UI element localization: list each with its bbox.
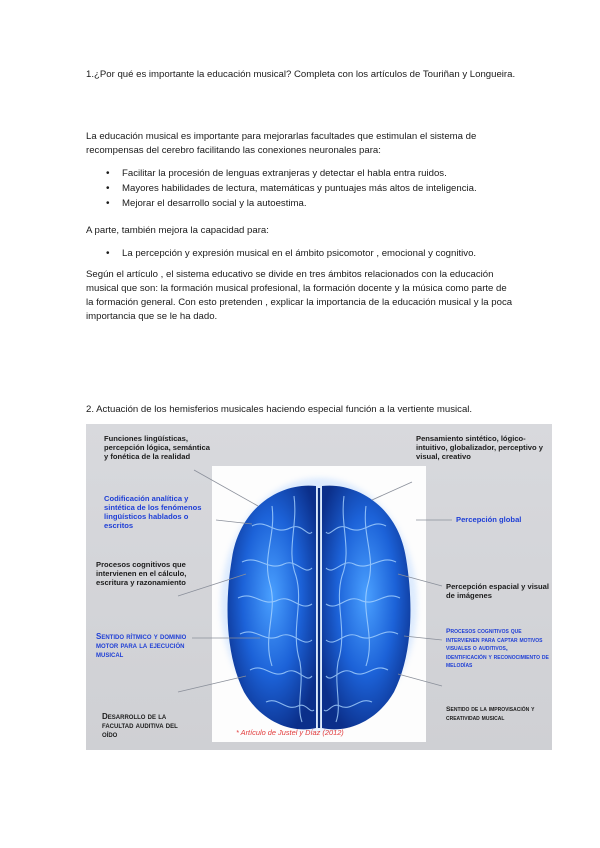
label-auditory-faculty: Desarrollo de la facultad auditiva del oído bbox=[102, 712, 178, 739]
intro-paragraph: La educación musical es importante para mejorarlas facultades que estimulan el sistema de recompensas del cerebro facilitando las conexiones neuronales para: bbox=[86, 131, 477, 156]
benefits-list bbox=[86, 166, 526, 211]
label-improvisation: Sentido de la improvisación y creatividad musical bbox=[446, 706, 535, 722]
also-paragraph: A parte, también mejora la capacidad para: bbox=[86, 225, 269, 236]
label-visual-auditive-processes: Procesos cognitivos que intervienen para captar motivos visuales o auditivos, identificación y reconocimiento de melodías bbox=[446, 628, 549, 669]
figure-caption: * Artículo de Justel y Díaz (2012) bbox=[236, 728, 344, 737]
article-paragraph: Según el artículo , el sistema educativo se divide en tres ámbitos relacionados con la educación musical que son: la formación musical profesional, la formación docente y la música como parte de la formación general. Con esto pretenden , explicar la importancia de la educación musical y la poca importancia que se le ha dado. bbox=[86, 269, 513, 322]
label-spatial-perception: Percepción espacial y visual de imágenes bbox=[446, 582, 549, 600]
label-rhythmic-sense: Sentido rítmico y dominio motor para la ejecución musical bbox=[96, 632, 187, 659]
label-cognitive-processes: Procesos cognitivos que intervienen en el cálculo, escritura y razonamiento bbox=[96, 560, 187, 587]
label-linguistic-functions: Funciones lingüísticas, percepción lógica, semántica y fonética de la realidad bbox=[104, 434, 210, 461]
list-item: • La percepción y expresión musical en el ámbito psicomotor , emocional y cognitivo. bbox=[86, 246, 526, 261]
question-1: 1.¿Por qué es importante la educación musical? Completa con los artículos de Touriñan y Longueira. bbox=[86, 69, 516, 80]
label-analytic-coding: Codificación analítica y sintética de los fenómenos lingüísticos hablados o escritos bbox=[104, 494, 202, 530]
label-synthetic-thinking: Pensamiento sintético, lógico-intuitivo, globalizador, perceptivo y visual, creativo bbox=[416, 434, 544, 461]
list-item: • Facilitar la procesión de lenguas extranjeras y detectar el habla entra ruidos. bbox=[86, 166, 526, 181]
list-item: • Mayores habilidades de lectura, matemáticas y puntuajes más altos de inteligencia. bbox=[86, 181, 526, 196]
label-global-perception: Percepción global bbox=[456, 515, 522, 524]
question-2: 2. Actuación de los hemisferios musicales haciendo especial función a la vertiente musical. bbox=[86, 404, 473, 415]
capacity-list bbox=[86, 246, 526, 261]
brain-hemispheres-figure bbox=[86, 424, 552, 750]
list-item: • Mejorar el desarrollo social y la autoestima. bbox=[86, 196, 526, 211]
